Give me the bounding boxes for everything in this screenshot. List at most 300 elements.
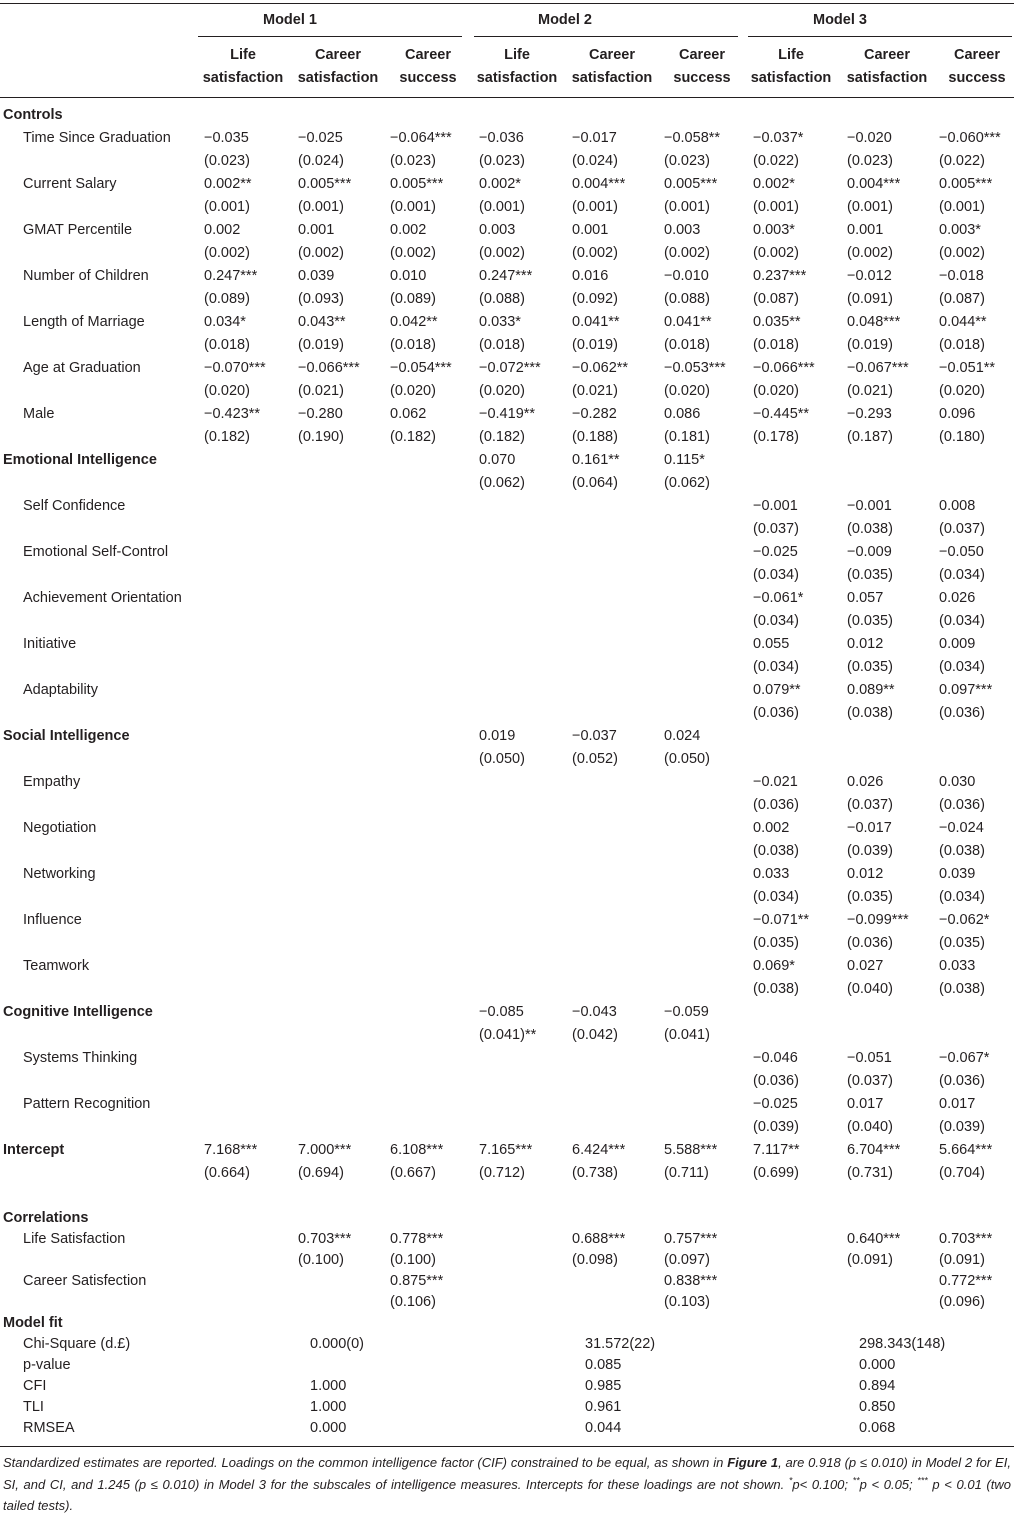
standard-error-cell: (0.711) [664,1165,709,1181]
standard-error-cell: (0.664) [204,1165,250,1181]
estimate-cell: −0.067* [939,1050,990,1066]
estimate-cell: 0.003* [753,222,795,238]
column-header-9 [930,44,1014,90]
standard-error-cell: (0.023) [390,153,436,169]
standard-error-row [0,380,1014,403]
estimate-cell: −0.071** [753,912,810,928]
estimate-cell: −0.280 [298,406,343,422]
standard-error-cell: (0.050) [479,751,525,767]
section-heading: Emotional Intelligence [3,452,157,468]
standard-error-cell: (0.019) [847,337,893,353]
estimate-cell: −0.059 [664,1004,709,1020]
standard-error-cell: (0.038) [847,521,893,537]
estimate-cell: 0.035** [753,314,801,330]
table-row [0,1270,1014,1293]
table-row [0,127,1014,150]
column-header-5 [565,44,659,90]
standard-error-cell: (0.039) [847,843,893,859]
standard-error-cell: (0.021) [572,383,618,399]
column-header-line1: Life [778,47,804,63]
column-header-line2: satisfaction [476,70,558,86]
table-row [0,449,1014,472]
row-label: Career Satisfection [23,1273,147,1289]
table-top-rule [0,3,1014,4]
estimate-cell: 0.089** [847,682,895,698]
standard-error-cell: (0.018) [753,337,799,353]
standard-error-cell: (0.021) [847,383,893,399]
standard-error-cell: (0.034) [939,567,985,583]
standard-error-cell: (0.041) [664,1027,710,1043]
fit-value-cell: 0.085 [585,1357,622,1373]
standard-error-cell: (0.019) [572,337,618,353]
estimate-cell: −0.051 [847,1050,892,1066]
standard-error-cell: (0.002) [847,245,893,261]
table-row [0,1001,1014,1024]
estimate-cell: 0.048*** [847,314,901,330]
estimate-cell: 0.002 [204,222,241,238]
standard-error-row [0,518,1014,541]
standard-error-cell: (0.100) [390,1252,436,1268]
row-label: Adaptability [23,682,98,698]
estimate-cell: 0.017 [939,1096,976,1112]
standard-error-cell: (0.036) [753,705,799,721]
standard-error-row [0,288,1014,311]
estimate-cell: 0.070 [479,452,516,468]
estimate-cell: 0.010 [390,268,427,284]
standard-error-cell: (0.018) [204,337,250,353]
standard-error-cell: (0.001) [204,199,250,215]
standard-error-cell: (0.040) [847,1119,893,1135]
header-rule [0,97,1014,98]
estimate-cell: 0.002** [204,176,252,192]
section-heading: Cognitive Intelligence [3,1004,153,1020]
standard-error-cell: (0.021) [298,383,344,399]
standard-error-cell: (0.042) [572,1027,618,1043]
estimate-cell: 0.034* [204,314,246,330]
estimate-cell: 0.044** [939,314,987,330]
estimate-cell: 0.005*** [664,176,718,192]
standard-error-cell: (0.036) [847,935,893,951]
model-fit-row [0,1417,1014,1440]
column-header-line2: satisfaction [297,70,379,86]
model-1-heading: Model 1 [263,12,317,28]
estimate-cell: −0.067*** [847,360,909,376]
table-row [0,679,1014,702]
estimate-cell: −0.001 [847,498,892,514]
estimate-cell: 0.875*** [390,1273,444,1289]
correlations-heading-row [0,1207,1014,1230]
estimate-cell: 7.165*** [479,1142,533,1158]
estimate-cell: 0.041** [664,314,712,330]
estimate-cell: 0.772*** [939,1273,993,1289]
column-header-line2: success [673,70,731,86]
estimate-cell: 0.019 [479,728,516,744]
estimate-cell: 0.024 [664,728,701,744]
column-header-8 [840,44,934,90]
standard-error-cell: (0.087) [753,291,799,307]
standard-error-cell: (0.002) [390,245,436,261]
standard-error-cell: (0.738) [572,1165,618,1181]
estimate-cell: 0.041** [572,314,620,330]
standard-error-cell: (0.036) [939,1073,985,1089]
estimate-cell: 0.003 [664,222,701,238]
standard-error-cell: (0.091) [939,1252,985,1268]
standard-error-cell: (0.036) [939,705,985,721]
estimate-cell: −0.009 [847,544,892,560]
estimate-cell: 0.057 [847,590,884,606]
column-header-line1: Career [864,47,910,63]
estimate-cell: 7.117** [753,1142,800,1158]
estimate-cell: 0.003 [479,222,516,238]
row-label: Length of Marriage [23,314,145,330]
standard-error-cell: (0.019) [298,337,344,353]
table-row [0,863,1014,886]
table-row [0,587,1014,610]
estimate-cell: 0.247*** [204,268,258,284]
standard-error-row [0,1249,1014,1272]
standard-error-cell: (0.039) [939,1119,985,1135]
standard-error-cell: (0.036) [753,1073,799,1089]
model-fit-row [0,1354,1014,1377]
column-header-2 [291,44,385,90]
table-row [0,357,1014,380]
estimate-cell: 0.043** [298,314,346,330]
row-label: Self Confidence [23,498,126,514]
estimate-cell: −0.021 [753,774,798,790]
estimate-cell: −0.066*** [753,360,815,376]
standard-error-cell: (0.181) [664,429,710,445]
row-label: Networking [23,866,96,882]
standard-error-cell: (0.020) [479,383,525,399]
estimate-cell: −0.012 [847,268,892,284]
estimate-cell: 0.002* [753,176,795,192]
estimate-cell: 0.688*** [572,1231,626,1247]
standard-error-cell: (0.022) [939,153,985,169]
standard-error-cell: (0.037) [847,797,893,813]
estimate-cell: 0.778*** [390,1231,444,1247]
note-text-1: Standardized estimates are reported. Loadings on the common intelligence factor (CIF) constrained to be equal, as shown in [3,1455,728,1470]
standard-error-cell: (0.022) [753,153,799,169]
row-label: Achievement Orientation [23,590,182,606]
standard-error-cell: (0.001) [298,199,344,215]
standard-error-cell: (0.182) [204,429,250,445]
standard-error-row [0,472,1014,495]
standard-error-cell: (0.712) [479,1165,525,1181]
estimate-cell: 0.005*** [298,176,352,192]
standard-error-cell: (0.035) [847,613,893,629]
row-label: p-value [23,1357,71,1373]
column-header-line1: Career [954,47,1000,63]
estimate-cell: −0.051** [939,360,996,376]
table-row [0,955,1014,978]
standard-error-row [0,564,1014,587]
table-row [0,909,1014,932]
standard-error-cell: (0.034) [939,889,985,905]
standard-error-cell: (0.087) [939,291,985,307]
fit-value-cell: 298.343(148) [859,1336,946,1352]
standard-error-row [0,426,1014,449]
standard-error-row [0,702,1014,725]
standard-error-cell: (0.037) [753,521,799,537]
model-2-rule [474,36,738,37]
estimate-cell: 0.096 [939,406,976,422]
estimate-cell: −0.085 [479,1004,524,1020]
table-row [0,1139,1014,1162]
fit-value-cell: 0.000(0) [310,1336,365,1352]
standard-error-cell: (0.023) [847,153,893,169]
standard-error-cell: (0.188) [572,429,618,445]
standard-error-cell: (0.039) [753,1119,799,1135]
estimate-cell: −0.025 [298,130,343,146]
standard-error-row [0,886,1014,909]
standard-error-cell: (0.731) [847,1165,893,1181]
column-header-line1: Career [315,47,361,63]
standard-error-cell: (0.040) [847,981,893,997]
table-row [0,725,1014,748]
row-label: GMAT Percentile [23,222,133,238]
sig-mark-2: ** [852,1475,860,1486]
standard-error-cell: (0.037) [939,521,985,537]
standard-error-cell: (0.002) [753,245,799,261]
estimate-cell: −0.070*** [204,360,266,376]
standard-error-cell: (0.091) [847,1252,893,1268]
estimate-cell: −0.010 [664,268,709,284]
row-label: Initiative [23,636,77,652]
column-header-line2: satisfaction [571,70,653,86]
standard-error-cell: (0.699) [753,1165,799,1181]
standard-error-cell: (0.002) [479,245,525,261]
fit-value-cell: 0.985 [585,1378,622,1394]
estimate-cell: −0.072*** [479,360,541,376]
fit-value-cell: 0.894 [859,1378,896,1394]
estimate-cell: 0.027 [847,958,884,974]
estimate-cell: 0.086 [664,406,701,422]
standard-error-cell: (0.024) [298,153,344,169]
model-3-rule [748,36,1012,37]
estimate-cell: −0.061* [753,590,804,606]
column-header-6 [655,44,749,90]
table-row [0,541,1014,564]
standard-error-cell: (0.041)** [479,1027,537,1043]
column-header-line2: satisfaction [750,70,832,86]
standard-error-cell: (0.038) [847,705,893,721]
standard-error-row [0,748,1014,771]
fit-value-cell: 0.044 [585,1420,622,1436]
column-header-line1: Life [230,47,256,63]
standard-error-row [0,1162,1014,1185]
estimate-cell: 0.703*** [939,1231,993,1247]
standard-error-cell: (0.178) [753,429,799,445]
column-header-line2: success [399,70,457,86]
estimate-cell: −0.099*** [847,912,909,928]
estimate-cell: −0.037 [572,728,617,744]
standard-error-row [0,1291,1014,1314]
column-header-line2: satisfaction [846,70,928,86]
column-header-line1: Career [679,47,725,63]
estimate-cell: −0.062* [939,912,990,928]
standard-error-cell: (0.035) [847,889,893,905]
row-label: TLI [23,1399,44,1415]
row-label: Teamwork [23,958,90,974]
estimate-cell: −0.037* [753,130,804,146]
estimate-cell: 0.012 [847,866,884,882]
estimate-cell: 0.079** [753,682,801,698]
sig-text-1: p< 0.100; [792,1476,853,1492]
row-label: Age at Graduation [23,360,141,376]
estimate-cell: 0.004*** [847,176,901,192]
standard-error-cell: (0.034) [753,889,799,905]
standard-error-cell: (0.020) [753,383,799,399]
estimate-cell: 0.026 [939,590,976,606]
standard-error-cell: (0.023) [664,153,710,169]
model-fit-row [0,1396,1014,1419]
estimate-cell: 0.062 [390,406,427,422]
standard-error-cell: (0.001) [479,199,525,215]
standard-error-row [0,978,1014,1001]
standard-error-cell: (0.097) [664,1252,710,1268]
standard-error-cell: (0.096) [939,1294,985,1310]
estimate-cell: 0.069* [753,958,795,974]
standard-error-cell: (0.091) [847,291,893,307]
row-label: RMSEA [23,1420,75,1436]
standard-error-row [0,1070,1014,1093]
fit-value-cell: 1.000 [310,1399,347,1415]
table-row [0,104,1014,127]
estimate-cell: 0.640*** [847,1231,901,1247]
estimate-cell: 6.108*** [390,1142,444,1158]
standard-error-cell: (0.002) [204,245,250,261]
standard-error-cell: (0.018) [939,337,985,353]
standard-error-cell: (0.037) [847,1073,893,1089]
standard-error-cell: (0.062) [479,475,525,491]
figure-1-reference: Figure 1 [727,1455,779,1470]
section-heading: Social Intelligence [3,728,130,744]
row-label: Time Since Graduation [23,130,171,146]
standard-error-row [0,1116,1014,1139]
standard-error-cell: (0.103) [664,1294,710,1310]
sig-text-3: p < 0.01 (two tailed tests). [3,1476,1011,1513]
estimate-cell: 0.097*** [939,682,993,698]
standard-error-cell: (0.035) [847,567,893,583]
standard-error-cell: (0.001) [664,199,710,215]
standard-error-cell: (0.023) [204,153,250,169]
standard-error-cell: (0.190) [298,429,344,445]
standard-error-cell: (0.001) [390,199,436,215]
section-heading: Correlations [3,1210,89,1226]
estimate-cell: −0.024 [939,820,984,836]
standard-error-cell: (0.088) [664,291,710,307]
column-header-line2: success [948,70,1006,86]
estimate-cell: −0.020 [847,130,892,146]
row-label: Systems Thinking [23,1050,138,1066]
table-row [0,633,1014,656]
standard-error-row [0,610,1014,633]
table-row [0,173,1014,196]
estimate-cell: 0.161** [572,452,620,468]
standard-error-cell: (0.038) [753,981,799,997]
model-3-heading: Model 3 [813,12,867,28]
standard-error-cell: (0.034) [753,613,799,629]
estimate-cell: 7.000*** [298,1142,352,1158]
estimate-cell: 0.002* [479,176,521,192]
estimate-cell: 0.838*** [664,1273,718,1289]
section-heading: Model fit [3,1315,63,1331]
standard-error-cell: (0.093) [298,291,344,307]
estimate-cell: 6.704*** [847,1142,901,1158]
estimate-cell: 0.042** [390,314,438,330]
standard-error-row [0,656,1014,679]
standard-error-cell: (0.106) [390,1294,436,1310]
table-row [0,817,1014,840]
estimate-cell: 0.039 [298,268,335,284]
estimate-cell: 0.237*** [753,268,807,284]
estimate-cell: −0.064*** [390,130,452,146]
column-header-line1: Career [405,47,451,63]
estimate-cell: 0.009 [939,636,976,652]
standard-error-cell: (0.018) [664,337,710,353]
estimate-cell: 0.005*** [390,176,444,192]
standard-error-cell: (0.038) [939,981,985,997]
standard-error-cell: (0.182) [390,429,436,445]
standard-error-cell: (0.024) [572,153,618,169]
standard-error-cell: (0.035) [939,935,985,951]
model-fit-row [0,1333,1014,1356]
standard-error-cell: (0.089) [204,291,250,307]
estimate-cell: −0.054*** [390,360,452,376]
standard-error-cell: (0.001) [753,199,799,215]
standard-error-cell: (0.020) [204,383,250,399]
sig-mark-3: *** [917,1475,928,1486]
standard-error-cell: (0.089) [390,291,436,307]
column-header-line1: Life [504,47,530,63]
standard-error-cell: (0.088) [479,291,525,307]
estimate-cell: −0.001 [753,498,798,514]
row-label: Emotional Self-Control [23,544,169,560]
estimate-cell: −0.060*** [939,130,1001,146]
standard-error-cell: (0.018) [390,337,436,353]
fit-value-cell: 0.961 [585,1399,622,1415]
row-label: Current Salary [23,176,117,192]
standard-error-row [0,242,1014,265]
model-2-heading: Model 2 [538,12,592,28]
estimate-cell: −0.282 [572,406,617,422]
estimate-cell: 0.115* [664,452,705,468]
estimate-cell: −0.017 [847,820,892,836]
row-label: Empathy [23,774,81,790]
estimate-cell: 0.026 [847,774,884,790]
standard-error-cell: (0.001) [847,199,893,215]
column-header-1 [196,44,290,90]
estimate-cell: −0.043 [572,1004,617,1020]
row-label: Influence [23,912,82,928]
estimate-cell: 5.664*** [939,1142,993,1158]
standard-error-cell: (0.098) [572,1252,618,1268]
estimate-cell: 0.030 [939,774,976,790]
standard-error-cell: (0.182) [479,429,525,445]
estimate-cell: 0.012 [847,636,884,652]
table-row [0,311,1014,334]
table-row [0,403,1014,426]
estimate-cell: 0.703*** [298,1231,352,1247]
estimate-cell: 6.424*** [572,1142,626,1158]
column-header-4 [470,44,564,90]
row-label: Number of Children [23,268,149,284]
sig-mark-1: * [788,1475,793,1486]
estimate-cell: −0.025 [753,1096,798,1112]
estimate-cell: −0.423** [204,406,261,422]
table-row [0,771,1014,794]
standard-error-cell: (0.694) [298,1165,344,1181]
